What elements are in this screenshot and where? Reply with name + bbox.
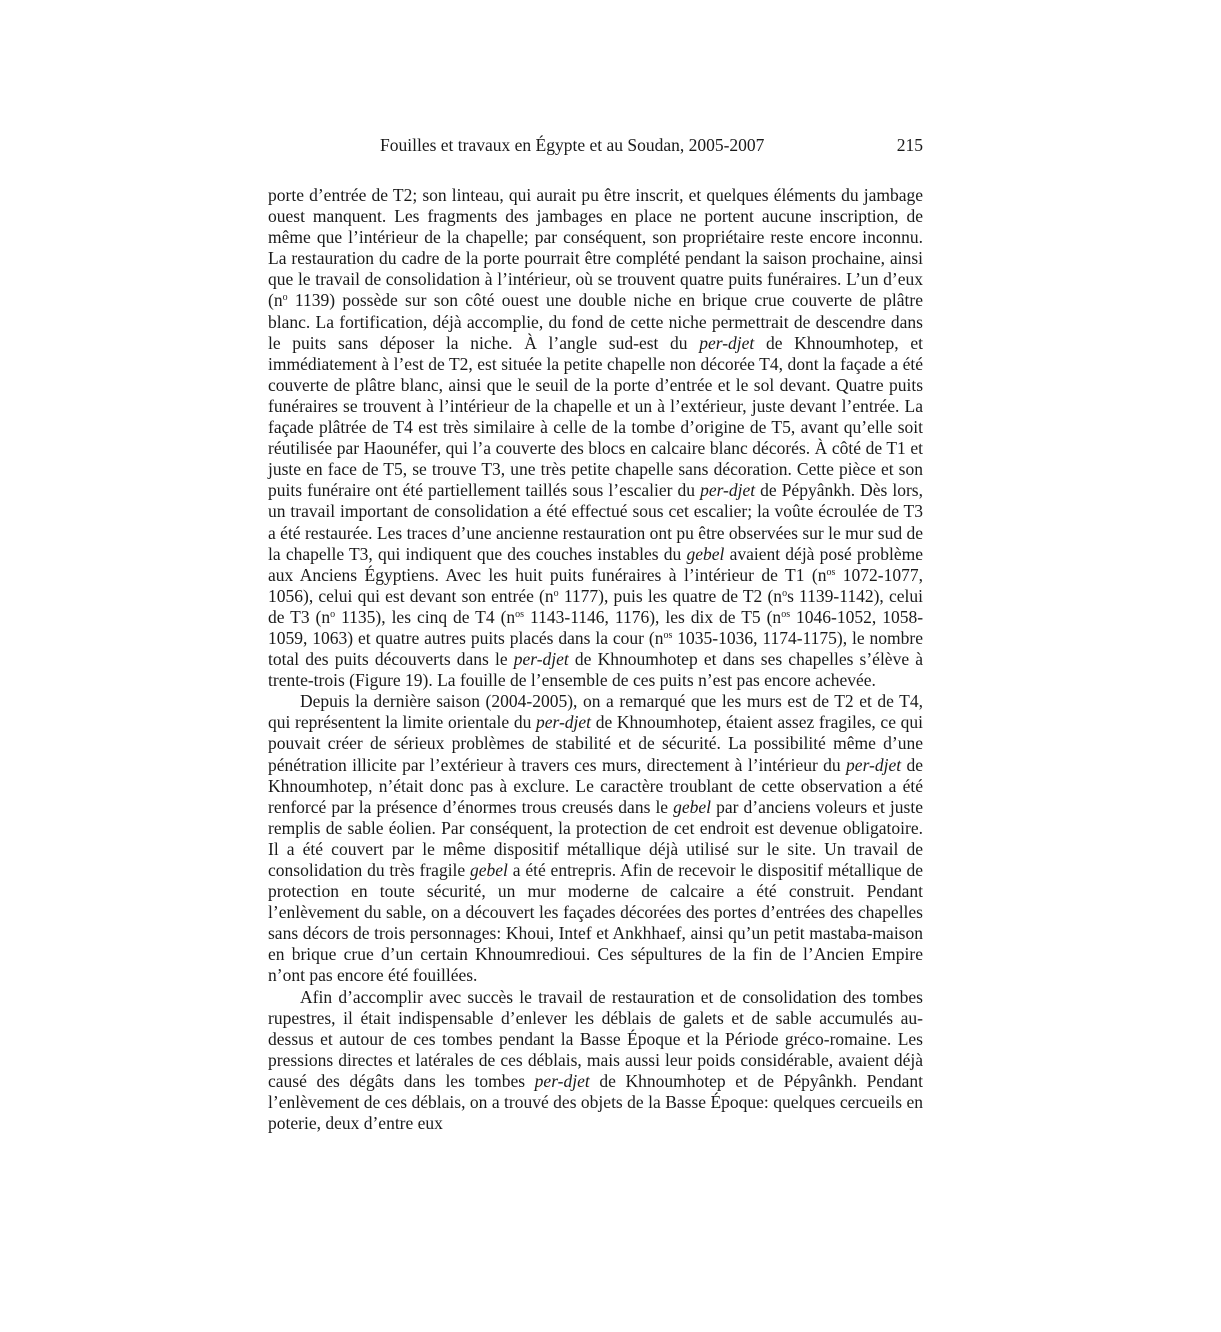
superscript: o: [782, 587, 788, 599]
text-run: 1035-1036, 1174-1175), le nombre total des puits découverts dans le: [268, 627, 923, 670]
running-title: Fouilles et travaux en Égypte et au Soudan, 2005-2007: [380, 135, 765, 155]
text-run: porte d’entrée de T2; son linteau, qui aurait pu être inscrit, et quelques éléments du jambage ouest manquent. Les fragments des jambages en place ne portent aucune inscription, de même que l’intérieur de la chapelle; par conséquent, son propriétaire reste encore inconnu. La restauration du cadre de la porte pourrait être complété pendant la saison prochaine, ainsi que le travail de consolidation à l’intérieur, où se trouvent quatre puits funéraires. L’un d’eux (n: [268, 185, 923, 311]
page-number: 215: [896, 135, 923, 155]
paragraph: [268, 185, 923, 691]
text-run: de Khnoumhotep, étaient assez fragiles, ce qui pouvait créer de sérieux problèmes de stabilité et de sécurité. La possibilité même d’une pénétration illicite par l’extérieur à travers ces murs, directement à l’intérieur du: [268, 712, 923, 775]
text-run: de Khnoumhotep et dans ses chapelles s’élève à trente-trois (Figure 19). La fouille de l’ensemble de ces puits n’est pas encore achevée.: [268, 649, 923, 691]
italic-term: per-djet: [536, 712, 592, 733]
text-run: avaient déjà posé problème aux Anciens Égyptiens. Avec les huit puits funéraires à l’intérieur de T1 (n: [268, 543, 923, 585]
text-run: de Khnoumhotep, et immédiatement à l’est de T2, est située la petite chapelle non décorée T4, dont la façade a été couverte de plâtre blanc, ainsi que le seuil de la porte d’entrée et le sol devant. Quatre puits funéraires se trouvent à l’intérieur de la chapelle et un à l’extérieur, juste devant l’entrée. La façade plâtrée de T4 est très similaire à celle de la tombe d’origine de T5, avant qu’elle soit réutilisée par Haounéfer, qui l’a couverte des blocs en calcaire blanc décorés. À côté de T1 et juste en face de T5, se trouve T3, une très petite chapelle sans décoration. Cette pièce et son puits funéraire ont été partiellement taillés sous l’escalier du: [268, 332, 923, 501]
text-run: a été entrepris. Afin de recevoir le dispositif métallique de protection en toute sécurité, un mur moderne de calcaire a été construit. Pendant l’enlèvement du sable, on a découvert les façades décorées des portes d’entrées des chapelles sans décors de trois personnages: Khoui, Intef et Ankhhaef, ainsi qu’un petit mastaba-maison en brique crue d’un certain Khnoumredioui. Ces sépultures de la fin de l’Ancien Empire n’ont pas encore été fouillées.: [268, 860, 923, 986]
italic-term: gebel: [686, 543, 725, 564]
italic-term: gebel: [673, 796, 712, 817]
italic-term: gebel: [470, 860, 508, 880]
italic-term: per-djet: [534, 1070, 590, 1091]
running-header: [268, 132, 923, 158]
italic-term: per-djet: [513, 649, 569, 670]
body-text: [268, 185, 923, 1134]
text-run: de Khnoumhotep et de Pépyânkh. Pendant l’enlèvement de ces déblais, on a trouvé des objets de la Basse Époque: quelques cercueils en poterie, deux d’entre eux: [268, 1070, 923, 1134]
italic-term: per-djet: [699, 332, 755, 353]
text-run: Afin d’accomplir avec succès le travail de restauration et de consolidation des tombes rupestres, il était indispensable d’enlever les déblais de galets et de sable accumulés au-dessus et autour de ces tombes pendant la Basse Époque et la Période gréco-romaine. Les pressions directes et latérales de ces déblais, mais aussi leur poids considérable, avaient déjà causé des dégâts dans les tombes: [268, 986, 923, 1091]
text-run: 1072-1077, 1056), celui qui est devant son entrée (n: [268, 564, 924, 606]
superscript: o: [553, 587, 559, 599]
paragraph: [268, 691, 923, 986]
superscript: o: [330, 608, 336, 620]
italic-term: per-djet: [846, 754, 902, 775]
superscript: os: [826, 566, 836, 578]
text-run: 1143-1146, 1176), les dix de T5 (n: [524, 606, 782, 627]
text-run: de Pépyânkh. Dès lors, un travail important de consolidation a été effectué sous cet escalier; la voûte écroulée de T3 a été restaurée. Les traces d’une ancienne restauration ont pu être observées sur le mur sud de la chapelle T3, qui indiquent que des couches instables du: [268, 480, 923, 564]
text-run: s 1139-1142), celui de T3 (n: [268, 585, 923, 627]
text-run: par d’anciens voleurs et juste remplis de sable éolien. Par conséquent, la protection de cet endroit est devenue obligatoire. Il a été couvert par le même dispositif métallique déjà utilisé sur le site. Un travail de consolidation du très fragile: [268, 796, 923, 880]
text-run: Depuis la dernière saison (2004-2005), on a remarqué que les murs est de T2 et de T4, qui représentent la limite orientale du: [268, 691, 923, 733]
superscript: o: [282, 292, 288, 304]
text-run: 1177), puis les quatre de T2 (n: [558, 585, 783, 606]
text-run: 1139) possède sur son côté ouest une double niche en brique crue couverte de plâtre blanc. La fortification, déjà accomplie, du fond de cette niche permettrait de descendre dans le puits sans déposer la niche. À l’angle sud-est du: [268, 290, 923, 353]
text-run: de Khnoumhotep, n’était donc pas à exclure. Le caractère troublant de cette observation a été renforcé par la présence d’énormes trous creusés dans le: [268, 754, 923, 817]
italic-term: per-djet: [700, 480, 756, 501]
text-run: 1135), les cinq de T4 (n: [335, 606, 516, 627]
superscript: os: [781, 608, 791, 620]
document-page: [268, 0, 923, 1332]
superscript: os: [663, 629, 673, 641]
text-run: 1046-1052, 1058-1059, 1063) et quatre autres puits placés dans la cour (n: [268, 606, 924, 648]
superscript: os: [515, 608, 525, 620]
paragraph: [268, 987, 923, 1135]
